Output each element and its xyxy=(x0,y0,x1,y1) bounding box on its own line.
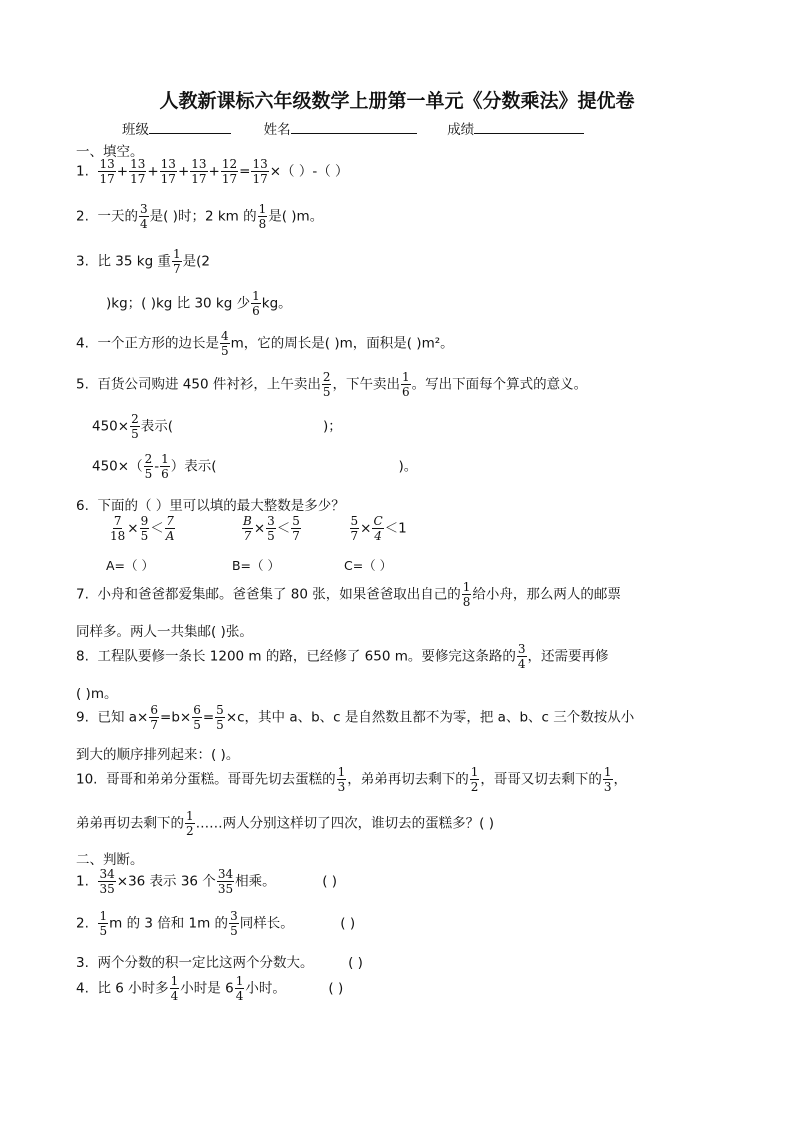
question-number: 1. xyxy=(76,163,89,180)
fraction: $\frac{2}{5}$ xyxy=(131,412,139,441)
question-5-expr1: 450× $\frac{2}{5}$ 表示( )； xyxy=(92,412,342,441)
fraction: $\frac{5}{5}$ xyxy=(216,703,224,732)
fraction: $\frac{13}{17}$ xyxy=(191,157,207,186)
question-7: 7. 小舟和爸爸都爱集邮。爸爸集了 80 张，如果爸爸取出自己的 $\frac{1}{8}$ 给小舟，那么两人的邮票 xyxy=(76,580,621,609)
question-8-cont: ( )m。 xyxy=(76,686,118,702)
fraction: $\frac{1}{7}$ xyxy=(172,247,181,276)
class-field[interactable] xyxy=(149,120,231,134)
question-4: 4. 一个正方形的边长是 $\frac{4}{5}$ m，它的周长是( )m，面积是( )m²。 xyxy=(76,329,454,358)
fraction: $\frac{1}{4}$ xyxy=(235,974,244,1003)
judge-4: 4. 比 6 小时多 $\frac{1}{4}$ 小时是 6 $\frac{1}{4}$ 小时。 ( ) xyxy=(76,974,344,1003)
judge-2: 2. $\frac{1}{5}$ m 的 3 倍和 1m 的 $\frac{3}{5}$ 同样长。 ( ) xyxy=(76,909,356,938)
fraction: $\frac{1}{3}$ xyxy=(337,765,346,794)
fraction: $\frac{34}{35}$ xyxy=(99,867,115,896)
fraction: $\frac{1}{4}$ xyxy=(170,974,179,1003)
fraction: $\frac{1}{2}$ xyxy=(470,765,479,794)
question-7-cont: 同样多。两人一共集邮( )张。 xyxy=(76,624,253,640)
answer-c[interactable]: C=（ ） xyxy=(343,558,393,573)
judge-1: 1. $\frac{34}{35}$ ×36 表示 36 个 $\frac{34}{35}$ 相乘。 ( ) xyxy=(76,867,338,896)
fraction: $\frac{3}{5}$ xyxy=(230,909,238,938)
judge-answer[interactable]: ( ) xyxy=(340,915,356,932)
question-9-cont: 到大的顺序排列起来：( )。 xyxy=(76,747,240,763)
question-5: 5. 百货公司购进 450 件衬衫，上午卖出 $\frac{2}{5}$ ，下午卖出 $\frac{1}{6}$ 。写出下面每个算式的意义。 xyxy=(76,370,588,399)
fraction: $\frac{C}{4}$ xyxy=(373,514,383,543)
question-10-cont: 弟弟再切去剩下的 $\frac{1}{2}$ ……两人分别这样切了四次，谁切去的蛋糕多？( ) xyxy=(76,809,494,838)
score-field[interactable] xyxy=(474,120,584,134)
fraction: $\frac{9}{5}$ xyxy=(140,514,149,543)
question-6: 6. 下面的（ ）里可以填的最大整数是多少？ xyxy=(76,498,345,514)
section-heading: 一、填空。 xyxy=(76,144,144,160)
question-5-expr2: 450×（ $\frac{2}{5}$ - $\frac{1}{6}$ ）表示( )。 xyxy=(92,452,418,481)
judge-3: 3. 两个分数的积一定比这两个分数大。 ( ) xyxy=(76,955,363,971)
fraction: $\frac{1}{8}$ xyxy=(258,202,267,231)
fraction: $\frac{B}{7}$ xyxy=(243,514,252,543)
fraction: $\frac{1}{8}$ xyxy=(462,580,471,609)
fraction: $\frac{5}{7}$ xyxy=(350,514,359,543)
name-field[interactable] xyxy=(291,120,417,134)
question-8: 8. 工程队要修一条长 1200 m 的路，已经修了 650 m。要修完这条路的 $\frac{3}{4}$ ，还需要再修 xyxy=(76,642,609,671)
judge-answer[interactable]: ( ) xyxy=(322,873,338,890)
fraction: $\frac{1}{6}$ xyxy=(161,452,169,481)
question-6-answers xyxy=(106,556,392,574)
question-10: 10. 哥哥和弟弟分蛋糕。哥哥先切去蛋糕的 $\frac{1}{3}$ ，弟弟再切去剩下的 $\frac{1}{2}$ ，哥哥又切去剩下的 $\frac{1}{3}$ ， xyxy=(76,765,627,794)
fraction: $\frac{4}{5}$ xyxy=(220,329,229,358)
answer-b[interactable]: B=（ ） xyxy=(231,558,280,573)
fraction: $\frac{5}{7}$ xyxy=(292,514,300,543)
question-6-expressions: $\frac{7}{18}$ × $\frac{9}{5}$ ＜ $\frac{7}{A}$ $\frac{B}{7}$ × $\frac{3}{5}$ ＜ $\frac{5}{7}$ $\frac{5}{7}$ × $\frac{C}{4}$ ＜1 xyxy=(110,514,407,543)
fraction: $\frac{3}{4}$ xyxy=(517,642,526,671)
question-9: 9. 已知 a× $\frac{6}{7}$ =b× $\frac{6}{5}$ = $\frac{5}{5}$ ×c，其中 a、b、c 是自然数且都不为零，把 a、b、c 三个数按从小 xyxy=(76,703,635,732)
fraction: $\frac{13}{17}$ xyxy=(252,157,268,186)
fraction: $\frac{1}{6}$ xyxy=(401,370,410,399)
question-3-cont: )kg；( )kg 比 30 kg 少 $\frac{1}{6}$ kg。 xyxy=(106,289,292,318)
class-label: 班级 xyxy=(122,122,149,138)
score-label: 成绩 xyxy=(447,122,475,138)
fraction: $\frac{13}{17}$ xyxy=(130,157,146,186)
fraction: $\frac{1}{2}$ xyxy=(186,809,194,838)
fraction: $\frac{2}{5}$ xyxy=(144,452,153,481)
answer-a[interactable]: A=（ ） xyxy=(106,558,154,573)
answer-blank[interactable]: ×（ ）-（ ） xyxy=(269,163,349,180)
fraction: $\frac{1}{5}$ xyxy=(99,909,108,938)
fraction: $\frac{7}{A}$ xyxy=(165,514,175,543)
judge-answer[interactable]: ( ) xyxy=(328,980,344,997)
fraction: $\frac{13}{17}$ xyxy=(160,157,176,186)
judge-answer[interactable]: ( ) xyxy=(348,955,363,971)
fraction: $\frac{34}{35}$ xyxy=(217,867,234,896)
fraction: $\frac{2}{5}$ xyxy=(322,370,331,399)
section-heading: 二、判断。 xyxy=(76,852,144,868)
fraction: $\frac{7}{18}$ xyxy=(110,514,126,543)
fraction: $\frac{1}{6}$ xyxy=(252,289,260,318)
fraction: $\frac{13}{17}$ xyxy=(99,157,115,186)
info-line xyxy=(122,118,584,138)
fraction: $\frac{6}{5}$ xyxy=(193,703,201,732)
fraction: $\frac{1}{3}$ xyxy=(603,765,612,794)
question-1: 1. $\frac{13}{17}$ + $\frac{13}{17}$ + $\frac{13}{17}$ + $\frac{13}{17}$ + $\frac{12}{17}$ = $\frac{13}{17}$ ×（ ）-（ ） xyxy=(76,157,349,186)
question-3: 3. 比 35 kg 重 $\frac{1}{7}$ 是(2 xyxy=(76,247,210,276)
fraction: $\frac{12}{17}$ xyxy=(221,157,238,186)
name-label: 姓名 xyxy=(263,122,291,138)
fraction: $\frac{3}{5}$ xyxy=(267,514,275,543)
fraction: $\frac{6}{7}$ xyxy=(150,703,159,732)
question-2: 2. 一天的 $\frac{3}{4}$ 是( )时；2 km 的 $\frac{1}{8}$ 是( )m。 xyxy=(76,202,324,231)
fraction: $\frac{3}{4}$ xyxy=(139,202,148,231)
page-title: 人教新课标六年级数学上册第一单元《分数乘法》提优卷 xyxy=(159,90,635,112)
